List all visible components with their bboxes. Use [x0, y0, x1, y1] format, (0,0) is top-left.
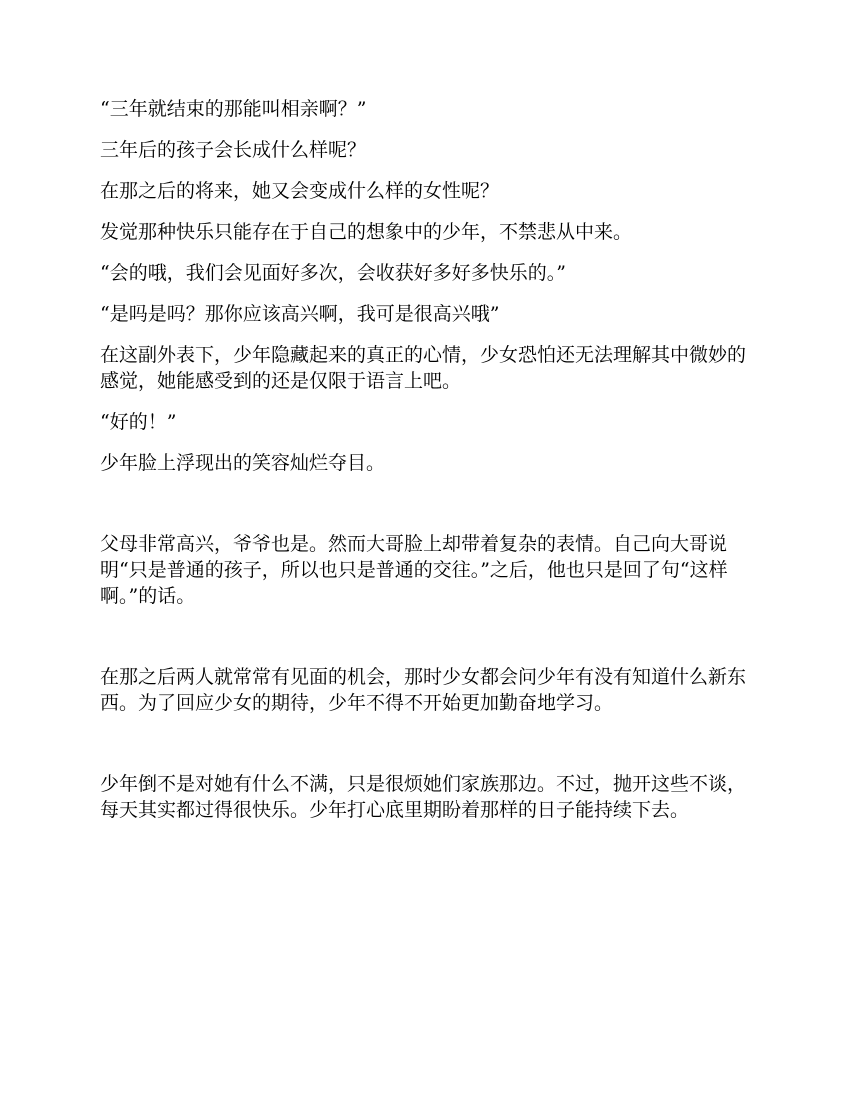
section-gap	[100, 731, 750, 771]
paragraph-12: 少年倒不是对她有什么不满，只是很烦她们家族那边。不过，抛开这些不谈，每天其实都过得很快乐。少年打心底里期盼着那样的日子能持续下去。	[100, 773, 747, 821]
paragraph-5: “会的哦，我们会见面好多次，会收获好多好多快乐的。”	[100, 262, 566, 284]
section-gap	[100, 624, 750, 664]
section-gap	[100, 491, 750, 531]
paragraph-8: “好的！”	[100, 411, 177, 433]
document-body	[100, 96, 750, 838]
paragraph-1: “三年就结束的那能叫相亲啊？”	[100, 98, 367, 120]
paragraph-3: 在那之后的将来，她又会变成什么样的女性呢？	[100, 180, 500, 202]
paragraph-11: 在那之后两人就常常有见面的机会，那时少女都会问少年有没有知道什么新东西。为了回应少女的期待，少年不得不开始更加勤奋地学习。	[100, 666, 747, 714]
paragraph-2: 三年后的孩子会长成什么样呢？	[100, 139, 367, 161]
paragraph-7: 在这副外表下，少年隐藏起来的真正的心情，少女恐怕还无法理解其中微妙的感觉，她能感受到的还是仅限于语言上吧。	[100, 344, 747, 392]
paragraph-9: 少年脸上浮现出的笑容灿烂夺目。	[100, 452, 386, 474]
paragraph-10: 父母非常高兴，爷爷也是。然而大哥脸上却带着复杂的表情。自己向大哥说明“只是普通的孩子，所以也只是普通的交往。”之后，他也只是回了句“这样啊。”的话。	[100, 533, 728, 607]
paragraph-4: 发觉那种快乐只能存在于自己的想象中的少年，不禁悲从中来。	[100, 221, 633, 243]
paragraph-6: “是吗是吗？那你应该高兴啊，我可是很高兴哦”	[100, 303, 500, 325]
